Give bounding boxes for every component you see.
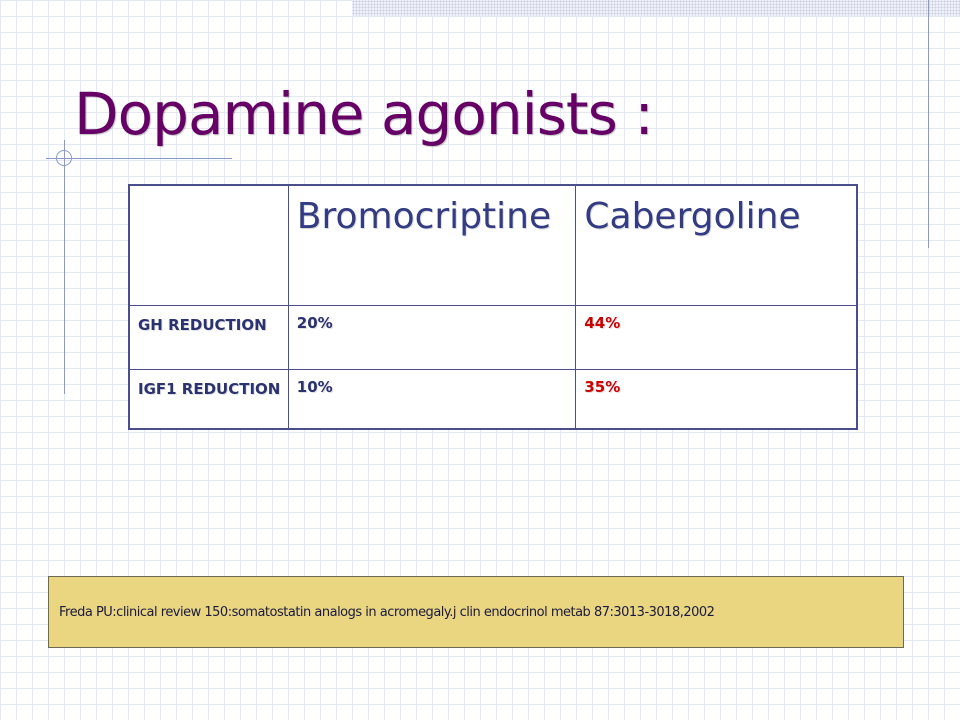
reference-citation: Freda PU:clinical review 150:somatostatin analogs in acromegaly.j clin endocrinol metab 87:3013-3018,2002: [59, 604, 715, 620]
header-cabergoline: Cabergoline: [576, 185, 857, 305]
dopamine-agonist-table: [128, 184, 858, 430]
cabergoline-gh-value: 44%: [576, 305, 857, 369]
title-underline-decoration: [46, 158, 232, 159]
row-label-gh-reduction: GH REDUCTION: [129, 305, 288, 369]
header-empty-cell: [129, 185, 288, 305]
table-row: [129, 369, 857, 429]
bromocriptine-igf1-value: 10%: [288, 369, 576, 429]
row-label-igf1-reduction: IGF1 REDUCTION: [129, 369, 288, 429]
table-row: [129, 305, 857, 369]
crosshair-circle-decoration: [56, 150, 72, 166]
right-decorative-line: [928, 0, 929, 248]
top-decorative-band: [352, 0, 960, 16]
left-vertical-decoration: [64, 140, 65, 394]
reference-box: [48, 576, 904, 648]
bromocriptine-gh-value: 20%: [288, 305, 576, 369]
cabergoline-igf1-value: 35%: [576, 369, 857, 429]
slide-title: Dopamine agonists :: [74, 80, 653, 148]
table-header-row: [129, 185, 857, 305]
header-bromocriptine: Bromocriptine: [288, 185, 576, 305]
